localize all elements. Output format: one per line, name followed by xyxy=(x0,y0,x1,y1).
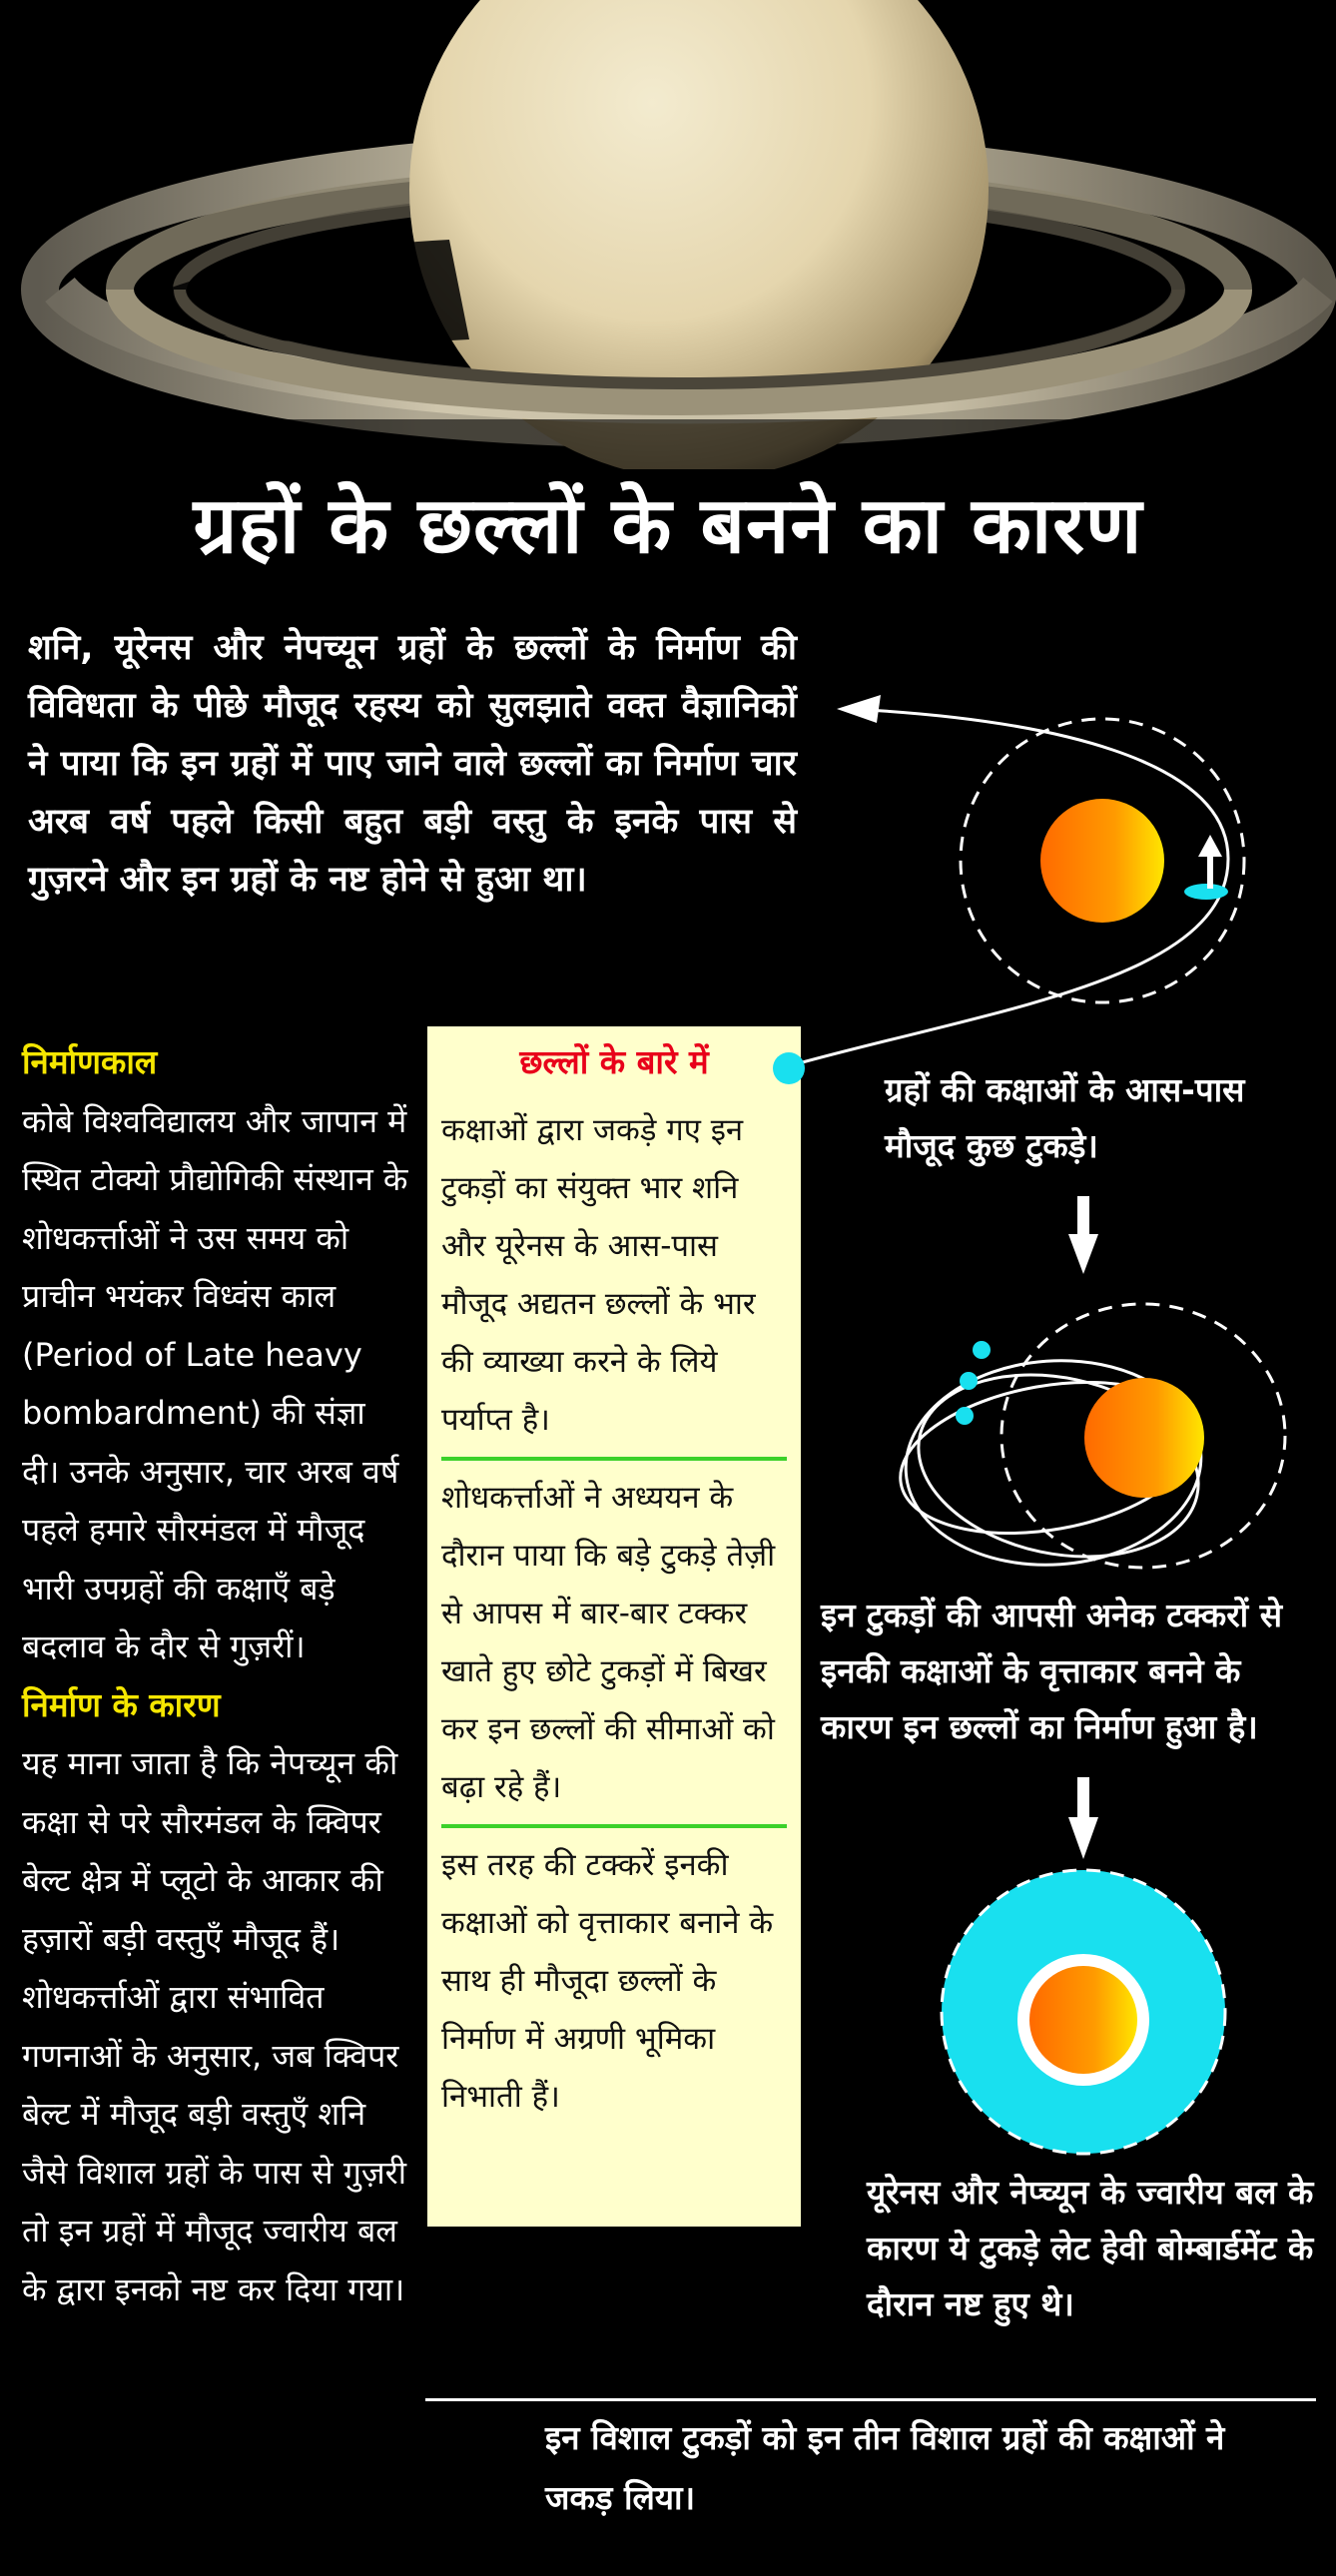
planet-icon xyxy=(1029,1966,1137,2074)
caption-tidal-force: यूरेनस और नेप्च्यून के ज्वारीय बल के कारण ये टुकड़े लेट हेवी बोम्बार्डमेंट के दौरान नष्ट हुए थे। xyxy=(867,2173,1314,2323)
arrow-up-icon xyxy=(1198,835,1222,857)
diagram-object-flyby xyxy=(773,695,1244,1084)
page-title: ग्रहों के छल्लों के बनने का कारण xyxy=(193,481,1143,571)
formation-causes-text: यह माना जाता है कि नेपच्यून की कक्षा से परे सौरमंडल के क्विपर बेल्ट क्षेत्र में प्लूटो के आकार की हज़ारों बड़ी वस्तुएँ मौजूद हैं। xyxy=(22,1744,398,1958)
arrow-down-icon xyxy=(1068,1196,1098,1274)
caption-collisions: इन टुकड़ों की आपसी अनेक टक्करों से इनकी कक्षाओं के वृत्ताकार बनने के कारण इन छल्लों का निर्माण हुआ है। xyxy=(821,1596,1283,1746)
bottom-caption: इन विशाल टुकड़ों को इन तीन विशाल ग्रहों की कक्षाओं ने जकड़ लिया। xyxy=(545,2418,1225,2517)
researchers-calculation-text: शोधकर्त्ताओं द्वारा संभावित गणनाओं के अनुसार, जब क्विपर बेल्ट में मौजूद बड़ी वस्तुएँ शनि जैसे विशाल ग्रहों के पास से गुज़री तो इन ग्रहों में मौजूद ज्वारीय बल के द्वारा इनको नष्ट कर दिया गया। xyxy=(22,1978,406,2308)
planet-icon xyxy=(1040,799,1164,923)
arrow-down-icon xyxy=(1068,1777,1098,1859)
arrow-left-icon xyxy=(837,695,881,723)
fragment-icon xyxy=(773,1052,805,1084)
fragment-icon xyxy=(1184,884,1228,900)
about-rings-section-1: कक्षाओं द्वारा जकड़े गए इन टुकड़ों का संयुक्त भार शनि और यूरेनस के आस-पास मौजूद अद्यतन छल्लों के भार की व्याख्या करने के लिये पर्याप्त है। xyxy=(441,1112,756,1438)
caption-fragments-near-orbits: ग्रहों की कक्षाओं के आस-पास मौजूद कुछ टुकड़े। xyxy=(885,1070,1245,1165)
heading-formation-period: निर्माणकाल xyxy=(22,1042,158,1081)
bottom-divider xyxy=(425,2398,1316,2401)
planet-icon xyxy=(1084,1378,1204,1498)
intro-paragraph: शनि, यूरेनस और नेपच्यून ग्रहों के छल्लों के निर्माण की विविधता के पीछे मौजूद रहस्य को सुलझाते वक्त वैज्ञानिकों ने पाया कि इन ग्रहों में पाए जाने वाले छल्लों का निर्माण चार अरब वर्ष पहले किसी बहुत बड़ी वस्तु के इनके पास से गुज़रने और इन ग्रहों के नष्ट होने से हुआ था। xyxy=(28,628,797,900)
heading-formation-causes: निर्माण के कारण xyxy=(22,1684,221,1724)
diagram-ring-formed xyxy=(942,1870,1225,2154)
formation-period-text: कोबे विश्वविद्यालय और जापान में स्थित टोक्यो प्रौद्योगिकी संस्थान के शोधकर्त्ताओं ने उस समय को प्राचीन भयंकर विध्वंस काल (Period of Late heavy bombardment) की संज्ञा दी। उनके अनुसार, चार अरब वर्ष पहले हमारे सौरमंडल में मौजूद भारी उपग्रहों की कक्षाएँ बड़े बदलाव के दौर से गुज़रीं। xyxy=(22,1101,408,1665)
about-rings-section-2: शोधकर्त्ताओं ने अध्ययन के दौरान पाया कि बड़े टुकड़े तेज़ी से आपस में बार-बार टक्कर खाते हुए छोटे टुकड़ों में बिखर कर इन छल्लों की सीमाओं को बढ़ा रहे हैं। xyxy=(441,1480,776,1805)
fragment-icon xyxy=(956,1407,974,1425)
fragment-icon xyxy=(973,1341,991,1359)
about-rings-title: छल्लों के बारे में xyxy=(519,1042,709,1081)
about-rings-section-3: इस तरह की टक्करें इनकी कक्षाओं को वृत्ताकार बनाने के साथ ही मौजूदा छल्लों के निर्माण में अग्रणी भूमिका निभाती हैं। xyxy=(441,1847,774,2115)
diagram-multiple-orbits xyxy=(889,1304,1285,1582)
fragment-icon xyxy=(960,1372,978,1390)
